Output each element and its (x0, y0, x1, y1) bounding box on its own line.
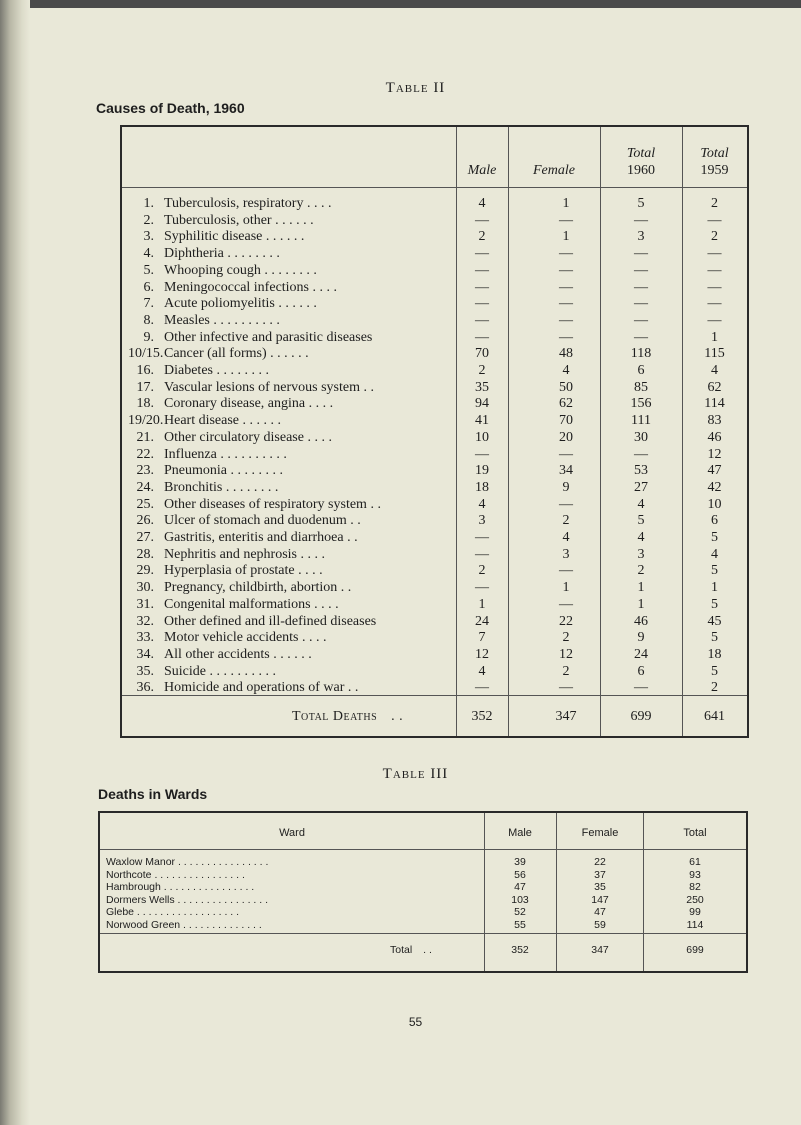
male-count: 10 (475, 429, 489, 445)
female-count: — (559, 312, 573, 328)
total-1960-count: 1 (637, 580, 645, 596)
cause-number: 33. (136, 630, 154, 646)
ward-name: Glebe . . . . . . . . . . . . . . . . . . (106, 906, 240, 918)
male-count: 24 (475, 613, 489, 629)
cause-label: Gastritis, enteritis and diarrhoea . . (164, 530, 358, 545)
ward-female: 47 (594, 906, 606, 918)
total-1959-count: 6 (711, 513, 718, 529)
male-count: 2 (478, 229, 486, 245)
header-total-1960-label: Total (626, 146, 656, 161)
female-count: 2 (562, 513, 570, 529)
ward-total: 99 (689, 906, 701, 918)
total-1960-count: 156 (630, 396, 652, 412)
header-female (508, 162, 600, 179)
total-female: 347 (555, 709, 577, 724)
female-count: 12 (559, 646, 573, 662)
male-count: — (475, 296, 489, 312)
table2-caption (30, 80, 801, 97)
page-number: 55 (408, 1015, 423, 1029)
cause-number: 29. (136, 563, 154, 579)
cause-label: Other diseases of respiratory system . . (164, 496, 381, 512)
male-count: 4 (478, 496, 486, 512)
ward-total-dots: . . (423, 944, 432, 956)
total-1960-count: 6 (637, 663, 645, 679)
male-count: 94 (475, 396, 489, 412)
total-deaths-text: Total Deaths (292, 709, 378, 724)
total-1960-count: — (634, 312, 648, 328)
ward-total-text: Total (390, 944, 413, 956)
ward-female: 37 (594, 868, 606, 881)
female-count: 9 (562, 479, 570, 495)
male-count: 41 (475, 413, 489, 429)
total-1960-count: — (634, 212, 648, 228)
cause-row (122, 679, 747, 698)
cause-number: 10/15. (128, 346, 164, 362)
cause-number: 6. (143, 279, 154, 295)
table3-subtitle: Deaths in Wards (98, 786, 208, 802)
cause-label: Motor vehicle accidents . . . . (164, 630, 327, 646)
total-1960-count: 9 (637, 630, 645, 646)
total-1960-count: — (634, 446, 648, 462)
ward-total: 93 (689, 868, 701, 881)
total-1959-count: 10 (707, 496, 722, 512)
cause-number: 3. (143, 229, 154, 245)
header-total-1960-year: 1960 (627, 163, 655, 178)
total-1960-count: — (634, 296, 648, 312)
ward-female: 35 (594, 881, 606, 893)
total-1959-count: — (707, 279, 722, 295)
total-1959-count: 45 (707, 613, 722, 629)
table3-caption-number: III (430, 766, 449, 782)
female-count: 1 (562, 580, 570, 596)
cause-number: 27. (136, 530, 154, 545)
header-ward: Ward (279, 827, 305, 839)
female-count: — (559, 329, 573, 345)
cause-number: 8. (143, 312, 154, 328)
cause-number: 4. (143, 246, 154, 262)
header-total-1959-year: 1959 (700, 163, 729, 178)
total-1959: 641 (704, 709, 725, 724)
header-total-1959-label: Total (700, 146, 729, 161)
cause-number: 5. (143, 262, 154, 278)
cause-number: 32. (136, 613, 154, 629)
cause-number: 25. (136, 496, 154, 512)
total-1959-count: 18 (707, 646, 722, 662)
ward-female: 22 (594, 856, 606, 868)
cause-number: 22. (136, 446, 154, 462)
male-count: — (475, 580, 489, 596)
total-1960-count: 5 (637, 196, 645, 211)
female-count: 3 (562, 546, 570, 562)
cause-label: Ulcer of stomach and duodenum . . (164, 513, 361, 529)
male-count: 2 (478, 563, 486, 579)
male-count: 4 (478, 196, 486, 211)
total-1959-count: 42 (707, 479, 722, 495)
cause-number: 23. (136, 463, 154, 479)
cause-number: 19/20. (128, 413, 164, 429)
ward-male: 52 (514, 906, 526, 918)
total-1959-count: 5 (711, 663, 718, 679)
cause-label: Meningococcal infections . . . . (164, 279, 338, 295)
female-count: 20 (559, 429, 573, 445)
total-1959-count: 46 (707, 429, 722, 445)
male-count: 7 (478, 630, 486, 646)
header-male: Male (508, 827, 532, 839)
male-count: 1 (478, 596, 486, 612)
total-1959-count: 62 (707, 379, 722, 395)
cause-label: Other circulatory disease . . . . (164, 429, 332, 445)
ward-total: 82 (689, 881, 701, 893)
total-1960-count: 27 (634, 479, 648, 495)
total-deaths-dots: . . (391, 709, 404, 724)
total-1960-count: — (634, 279, 648, 295)
female-count: 70 (559, 413, 573, 429)
male-count: 18 (475, 479, 489, 495)
female-count: — (559, 496, 573, 512)
ward-male: 39 (514, 856, 526, 868)
cause-label: Cancer (all forms) . . . . . . (164, 346, 309, 362)
total-1959-count: 12 (707, 446, 722, 462)
header-male-text: Male (467, 163, 497, 178)
total-1960: 699 (630, 709, 652, 724)
total-1959-count: 114 (704, 396, 725, 412)
total-male: 352 (471, 709, 493, 724)
total-1959-count: 4 (711, 546, 718, 562)
ward-male: 56 (514, 868, 526, 881)
cause-number: 16. (136, 363, 154, 378)
ward-name: Waxlow Manor . . . . . . . . . . . . . . . . (106, 856, 269, 868)
male-count: 4 (478, 663, 486, 679)
cause-label: Congenital malformations . . . . (164, 596, 339, 612)
ward-total: 250 (686, 893, 704, 906)
cause-label: Coronary disease, angina . . . . (164, 396, 334, 412)
female-count: 4 (562, 363, 570, 378)
total-1959-count: 1 (711, 580, 718, 596)
cause-label: Heart disease . . . . . . (164, 413, 282, 429)
female-count: 62 (559, 396, 573, 412)
total-1959-count: 5 (711, 530, 718, 545)
total-deaths-label (292, 709, 442, 725)
ward-name: Norwood Green . . . . . . . . . . . . . . (106, 918, 262, 931)
cause-label: Tuberculosis, other . . . . . . (164, 212, 314, 228)
table3-caption-prefix: Table (382, 766, 426, 782)
header-total: Total (683, 827, 707, 839)
cause-label: Hyperplasia of prostate . . . . (164, 563, 323, 579)
female-count: — (559, 212, 573, 228)
female-count: 48 (559, 346, 573, 362)
female-count: 2 (562, 630, 570, 646)
document-page (30, 8, 801, 1125)
cause-number: 36. (136, 680, 154, 696)
total-1960-count: 5 (637, 513, 645, 529)
female-count: — (559, 262, 573, 278)
total-1959-count: — (707, 312, 722, 328)
female-count: 1 (562, 229, 570, 245)
cause-label: Acute poliomyelitis . . . . . . (164, 296, 317, 312)
cause-number: 34. (136, 646, 154, 662)
female-count: 4 (562, 530, 570, 545)
female-count: — (559, 680, 573, 696)
total-1960-count: 4 (637, 530, 645, 545)
cause-label: Measles . . . . . . . . . . (164, 312, 280, 328)
male-count: — (475, 680, 489, 696)
table2-caption-prefix: Table (385, 80, 429, 96)
female-count: 2 (562, 663, 570, 679)
female-count: 50 (559, 379, 573, 395)
cause-number: 30. (136, 580, 154, 596)
total-1960-count: 4 (637, 496, 645, 512)
male-count: 35 (475, 379, 489, 395)
ward-total-male: 352 (511, 944, 529, 956)
cause-number: 28. (136, 546, 154, 562)
total-1959-count: 2 (711, 680, 718, 696)
cause-number: 26. (136, 513, 154, 529)
female-count: — (559, 279, 573, 295)
total-1960-count: — (634, 262, 648, 278)
total-1960-count: 2 (637, 563, 645, 579)
total-1960-count: 118 (630, 346, 652, 362)
cause-number: 7. (143, 296, 154, 312)
header-male (456, 162, 508, 179)
header-divider (100, 849, 746, 850)
header-female: Female (581, 827, 619, 839)
table3-caption (30, 766, 801, 783)
male-count: — (475, 279, 489, 295)
male-count: 70 (475, 346, 489, 362)
cause-number: 2. (143, 212, 154, 228)
male-count: — (475, 246, 489, 262)
total-1960-count: — (634, 680, 648, 696)
total-1959-count: 115 (704, 346, 725, 362)
ward-female: 59 (594, 918, 606, 931)
total-1960-count: 3 (637, 229, 645, 245)
cause-label: Pneumonia . . . . . . . . (164, 463, 283, 479)
cause-number: 18. (136, 396, 154, 412)
male-count: — (475, 546, 489, 562)
female-count: — (559, 563, 573, 579)
total-1959-count: 4 (711, 363, 718, 378)
cause-number: 24. (136, 479, 154, 495)
female-count: — (559, 596, 573, 612)
ward-male: 47 (514, 881, 526, 893)
male-count: — (475, 212, 489, 228)
total-1960-count: 24 (634, 646, 648, 662)
male-count: — (475, 262, 489, 278)
total-1959-count: 2 (711, 196, 718, 211)
total-1959-count: — (707, 262, 722, 278)
ward-name: Hambrough . . . . . . . . . . . . . . . . (106, 881, 255, 893)
ward-name: Northcote . . . . . . . . . . . . . . . . (106, 868, 245, 881)
male-count: 2 (478, 363, 486, 378)
female-count: 1 (562, 196, 570, 211)
cause-label: Bronchitis . . . . . . . . (164, 479, 279, 495)
ward-total: 61 (689, 856, 701, 868)
cause-label: Syphilitic disease . . . . . . (164, 229, 305, 245)
cause-label: Homicide and operations of war . . (164, 680, 359, 696)
cause-label: Pregnancy, childbirth, abortion . . (164, 580, 352, 596)
cause-label: Other infective and parasitic diseases (164, 329, 373, 345)
total-divider (100, 933, 746, 934)
cause-number: 1. (143, 196, 154, 211)
total-1960-count: 111 (631, 413, 651, 429)
cause-label: Diphtheria . . . . . . . . (164, 246, 280, 262)
total-1960-count: — (634, 329, 648, 345)
male-count: — (475, 530, 489, 545)
cause-label: Whooping cough . . . . . . . . (164, 262, 317, 278)
cause-label: Tuberculosis, respiratory . . . . (164, 196, 332, 211)
causes-of-death-table (120, 125, 749, 738)
female-count: 22 (559, 613, 573, 629)
cause-number: 9. (143, 329, 154, 345)
header-total-1959 (682, 145, 747, 179)
binding-edge (0, 0, 30, 1125)
header-divider (122, 187, 747, 188)
cause-label: Other defined and ill-defined diseases (164, 613, 377, 629)
female-count: — (559, 446, 573, 462)
total-1959-count: 47 (707, 463, 722, 479)
total-1960-count: 1 (637, 596, 645, 612)
total-1959-count: 5 (711, 596, 718, 612)
male-count: 12 (475, 646, 489, 662)
male-count: 3 (478, 513, 486, 529)
total-1959-count: 5 (711, 563, 718, 579)
total-1960-count: 85 (634, 379, 648, 395)
male-count: — (475, 446, 489, 462)
ward-male: 55 (514, 918, 526, 931)
total-1959-count: 5 (711, 630, 718, 646)
total-1959-count: 83 (707, 413, 722, 429)
header-total-1960 (600, 145, 682, 179)
ward-female: 147 (591, 893, 609, 906)
ward-name: Dormers Wells . . . . . . . . . . . . . . . . (106, 893, 268, 906)
ward-total-total: 699 (686, 944, 704, 956)
total-1960-count: 30 (634, 429, 648, 445)
total-1960-count: — (634, 246, 648, 262)
top-edge (0, 0, 801, 8)
cause-number: 21. (136, 429, 154, 445)
cause-number: 31. (136, 596, 154, 612)
total-1960-count: 6 (637, 363, 645, 378)
total-1960-count: 46 (634, 613, 648, 629)
female-count: 34 (559, 463, 573, 479)
header-female-text: Female (533, 163, 575, 178)
female-count: — (559, 296, 573, 312)
male-count: 19 (475, 463, 489, 479)
female-count: — (559, 246, 573, 262)
male-count: — (475, 329, 489, 345)
cause-label: Diabetes . . . . . . . . (164, 363, 269, 378)
ward-total-label (390, 943, 480, 957)
total-1959-count: — (707, 246, 722, 262)
table2-caption-number: II (433, 80, 446, 96)
ward-male: 103 (511, 893, 529, 906)
ward-total-row (100, 943, 746, 957)
deaths-in-wards-table (98, 811, 748, 973)
table2-subtitle: Causes of Death, 1960 (96, 100, 245, 116)
total-1959-count: 1 (711, 329, 718, 345)
cause-label: All other accidents . . . . . . (164, 646, 312, 662)
total-1959-count: — (707, 212, 722, 228)
total-1959-count: 2 (711, 229, 718, 245)
cause-label: Nephritis and nephrosis . . . . (164, 546, 325, 562)
total-1960-count: 53 (634, 463, 648, 479)
ward-total-female: 347 (591, 944, 609, 956)
total-1960-count: 3 (637, 546, 645, 562)
ward-total: 114 (686, 918, 704, 931)
cause-label: Influenza . . . . . . . . . . (164, 446, 287, 462)
ward-row (100, 918, 746, 932)
cause-label: Suicide . . . . . . . . . . (164, 663, 276, 679)
total-1959-count: — (707, 296, 722, 312)
male-count: — (475, 312, 489, 328)
cause-number: 17. (136, 379, 154, 395)
cause-label: Vascular lesions of nervous system . . (164, 379, 374, 395)
cause-number: 35. (136, 663, 154, 679)
